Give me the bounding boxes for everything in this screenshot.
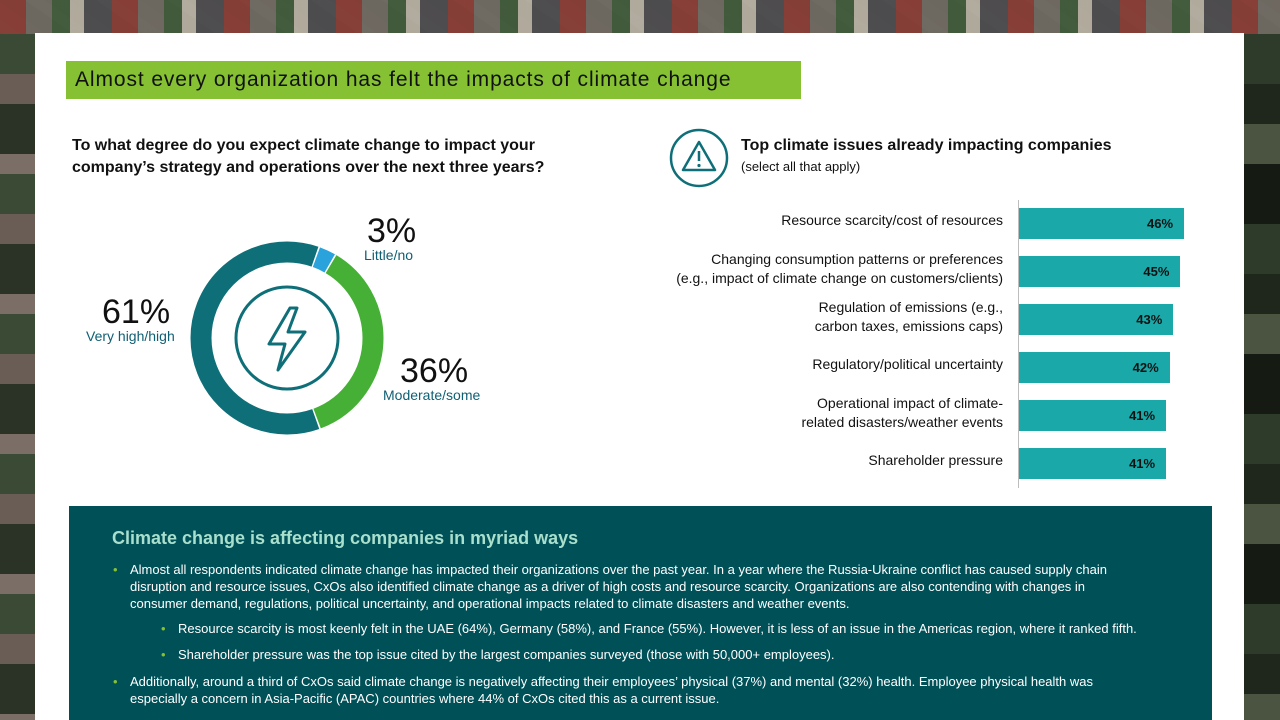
bar-value-label: 41%: [1129, 456, 1156, 471]
infographic-card: [35, 33, 1244, 720]
bar-category-label-line: Operational impact of climate-: [817, 394, 1003, 411]
bar-value-label: 46%: [1147, 216, 1174, 231]
summary-panel: [69, 506, 1212, 720]
sub-bullet-item: [161, 646, 1198, 663]
bar-category-label-line: Changing consumption patterns or preferences: [711, 250, 1003, 267]
bullet-item: [113, 561, 1190, 612]
warning-triangle-icon: [669, 128, 729, 188]
bullet-text-line: especially a concern in Asia-Pacific (APAC) countries where 44% of CxOs cited this as a current issue.: [130, 691, 720, 706]
bullet-text-line: disruption and resource issues, CxOs also identified climate change as a driver of high costs and resource scarcity. Organizations are also contending with changes in: [130, 579, 1086, 594]
bar-value-label: 41%: [1129, 408, 1156, 423]
donut-value-little: 3%: [367, 212, 417, 250]
donut-label-moderate: Moderate/some: [383, 387, 481, 403]
bullet-text-line: Additionally, around a third of CxOs said climate change is negatively affecting their employees’ physical (37%) and mental (32%) health. Employee physical health was: [130, 674, 1093, 689]
background-photo-left: [0, 34, 35, 720]
bar-category-label: [676, 250, 1003, 288]
bullet-text-line: Resource scarcity is most keenly felt in the UAE (64%), Germany (58%), and France (55%). However, it is less of an issue in the Americas region, where it ranked fifth.: [178, 621, 1137, 636]
panel-title: Climate change is affecting companies in myriad ways: [112, 528, 579, 548]
bullet-dot: •: [113, 674, 118, 689]
bar-category-label: [801, 394, 1003, 432]
donut-chart: [187, 238, 387, 438]
bar-chart-title: Top climate issues already impacting companies: [741, 137, 1112, 154]
bullet-dot: •: [161, 647, 166, 662]
background-photo-right: [1244, 34, 1280, 720]
bar-category-label-line: Regulation of emissions (e.g.,: [818, 298, 1003, 315]
donut-label-little: Little/no: [364, 247, 414, 263]
bar-category-label-line: (e.g., impact of climate change on customers/clients): [676, 269, 1003, 286]
survey-question-line: To what degree do you expect climate change to impact your: [72, 137, 535, 154]
bar-category-label-line: Regulatory/political uncertainty: [812, 356, 1003, 372]
bar-category-label: [815, 298, 1003, 336]
donut-label-very-high: Very high/high: [86, 328, 175, 344]
bullet-dot: •: [113, 562, 118, 577]
title-banner: [66, 61, 801, 99]
survey-question-line: company’s strategy and operations over the next three years?: [72, 159, 545, 176]
bar-category-label-line: Shareholder pressure: [868, 452, 1003, 468]
bar-category-label: [781, 211, 1003, 230]
bar-category-label-line: related disasters/weather events: [801, 413, 1003, 430]
donut-inner-ring: [236, 287, 338, 389]
bullet-text-line: consumer demand, regulations, political uncertainty, and operational impacts related to climate disasters and weather events.: [130, 596, 850, 611]
donut-value-moderate: 36%: [400, 352, 469, 390]
bar-value-label: 42%: [1132, 360, 1159, 375]
bullet-dot: •: [161, 621, 166, 636]
sub-bullet-item: [161, 620, 1198, 637]
bar-category-label-line: Resource scarcity/cost of resources: [781, 212, 1003, 228]
bar-category-label: [812, 355, 1003, 374]
bullet-text-line: Almost all respondents indicated climate change has impacted their organizations over the past year. In a year where the Russia-Ukraine conflict has caused supply chain: [130, 562, 1107, 577]
bullet-item: [113, 673, 1190, 707]
donut-value-very-high: 61%: [102, 293, 171, 331]
bar-value-label: 45%: [1143, 264, 1170, 279]
page-title: Almost every organization has felt the impacts of climate change: [75, 68, 732, 91]
bar-chart-axis: [1018, 200, 1019, 488]
bullet-text-line: Shareholder pressure was the top issue cited by the largest companies surveyed (those with 50,000+ employees).: [178, 647, 835, 662]
survey-question: [72, 135, 572, 179]
background-photo-top: [0, 0, 1280, 34]
bar-category-label-line: carbon taxes, emissions caps): [814, 317, 1003, 334]
bar-value-label: 43%: [1136, 312, 1163, 327]
bar-chart-subtitle: (select all that apply): [741, 159, 861, 174]
lightning-bolt-icon: [269, 308, 305, 370]
bar-category-label: [868, 451, 1003, 470]
donut-svg: [187, 238, 387, 438]
